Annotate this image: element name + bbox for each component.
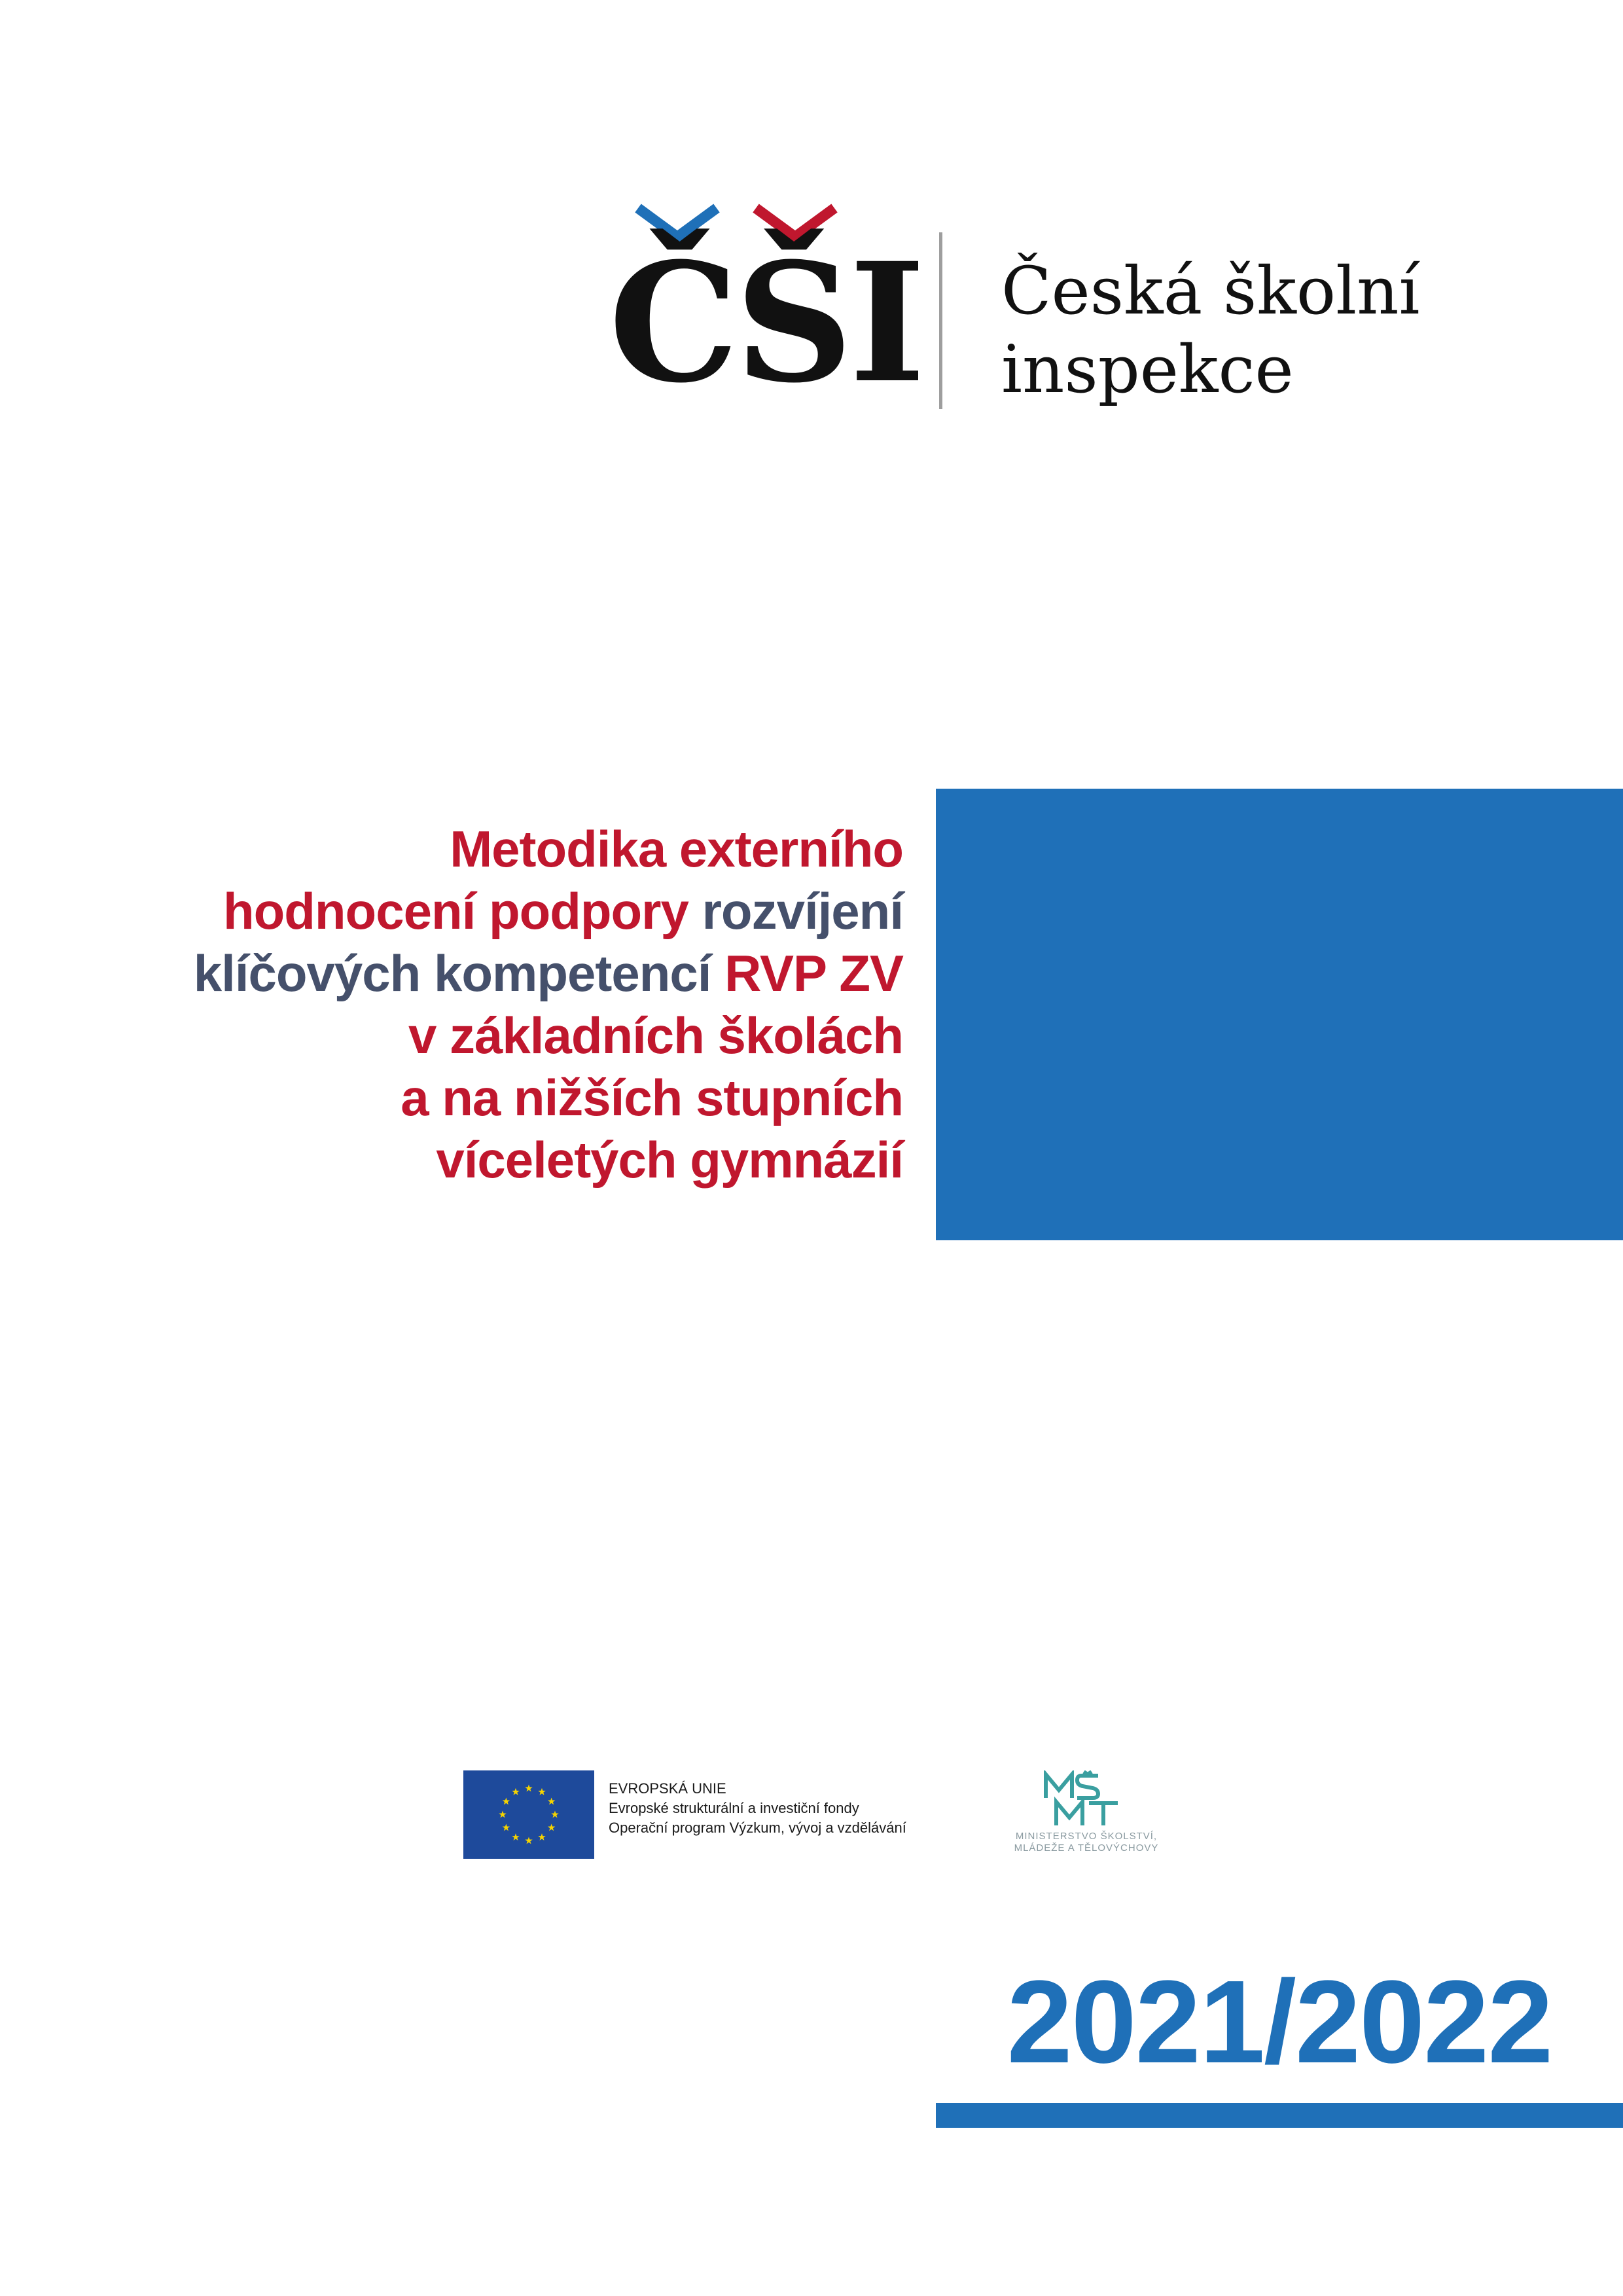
title-segment: v základních školách	[408, 1007, 903, 1064]
blue-block	[936, 789, 1623, 1240]
title-segment: rozvíjení	[702, 882, 903, 940]
logo-mark: ČŠI	[609, 226, 922, 419]
title-line-4	[26, 1005, 903, 1067]
msmt-logo	[998, 1767, 1175, 1865]
year-label: 2021/2022	[1007, 1956, 1552, 2088]
csi-logo	[609, 203, 1427, 419]
title-segment: a na nižších stupních	[401, 1069, 903, 1126]
logo-divider	[939, 232, 942, 409]
eu-line-2: Evropské strukturální a investiční fondy	[609, 1800, 859, 1816]
eu-line-3: Operační program Výzkum, vývoj a vzdělávání	[609, 1820, 906, 1836]
msmt-line-2: MLÁDEŽE A TĚLOVÝCHOVY	[1014, 1842, 1159, 1854]
title-line-2	[26, 880, 903, 942]
eu-line-1: EVROPSKÁ UNIE	[609, 1780, 726, 1797]
title-segment: Metodika externího	[450, 820, 903, 878]
eu-text	[609, 1779, 906, 1838]
msmt-mark-icon	[1041, 1770, 1132, 1829]
title-line-3	[26, 942, 903, 1005]
bottom-bar	[936, 2103, 1623, 2128]
title-segment: klíčových kompetencí	[193, 944, 725, 1002]
title-line-1	[26, 818, 903, 880]
title-line-6	[26, 1129, 903, 1191]
document-title	[26, 818, 903, 1191]
title-segment: RVP ZV	[724, 944, 903, 1002]
eu-flag-icon	[463, 1770, 594, 1859]
title-line-5	[26, 1067, 903, 1129]
logo-name-line2: inspekce	[1001, 331, 1294, 408]
logo-name	[1001, 252, 1420, 409]
msmt-text	[998, 1831, 1175, 1854]
logo-name-line1: Česká školní	[1001, 253, 1420, 329]
title-segment: víceletých gymnázií	[436, 1131, 903, 1189]
title-segment: hodnocení podpory	[223, 882, 702, 940]
msmt-line-1: MINISTERSTVO ŠKOLSTVÍ,	[1015, 1831, 1158, 1842]
